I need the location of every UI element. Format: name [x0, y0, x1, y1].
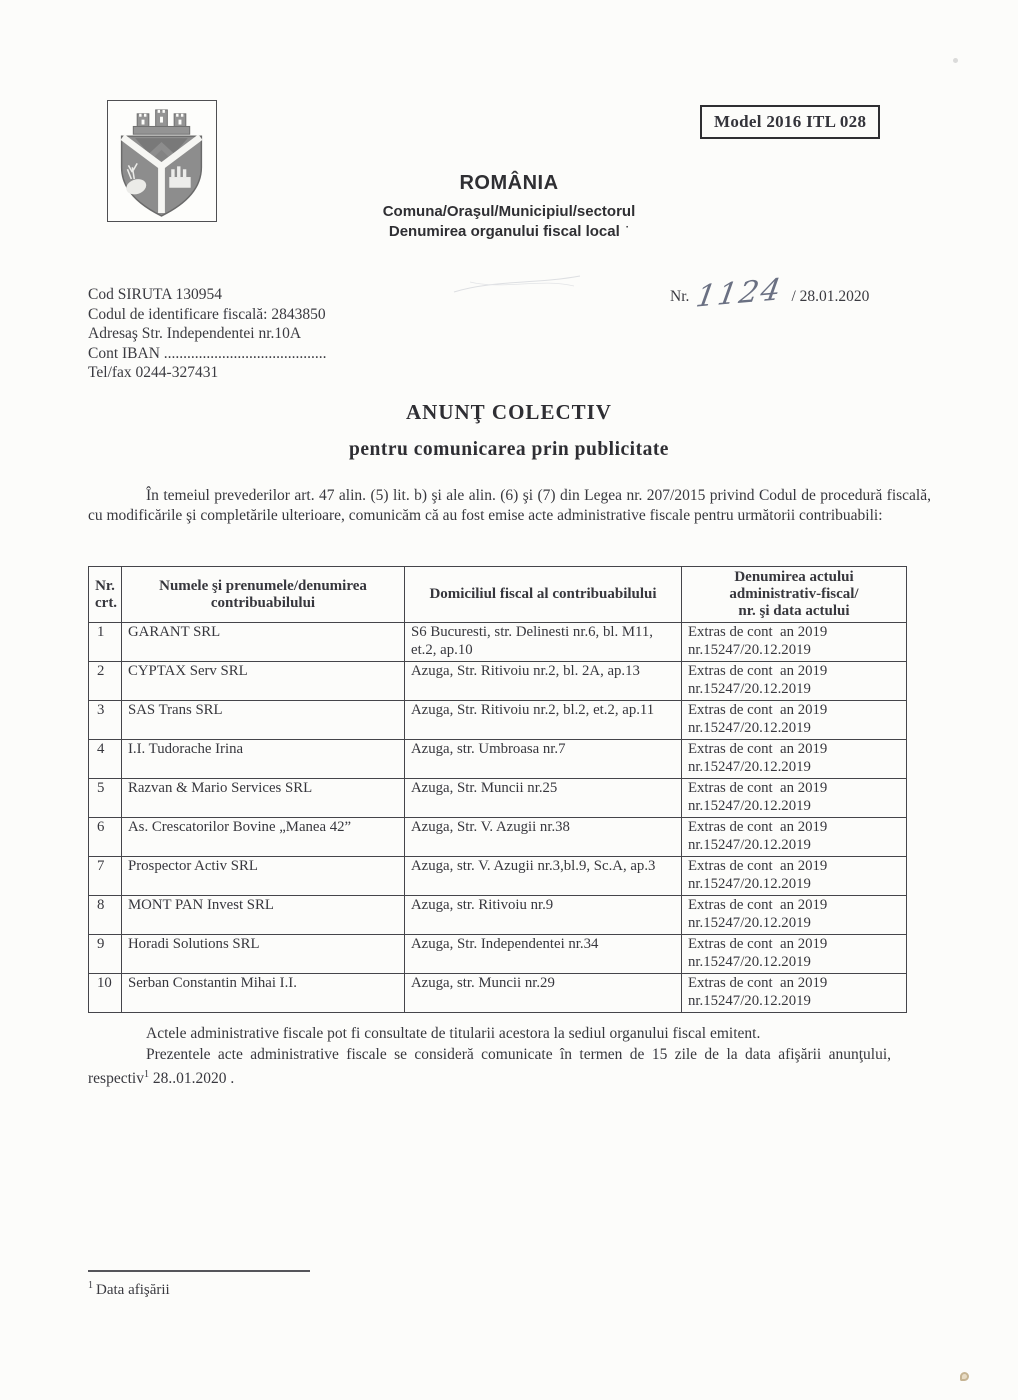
intro-paragraph: În temeiul prevederilor art. 47 alin. (5) lit. b) şi ale alin. (6) şi (7) din Legea nr. 207/2015 privind Codul de procedură fiscală, cu modificările şi completările ulterioare, comunicăm că au fost emise acte administrative fiscale pentru următorii contribuabili:	[88, 487, 931, 524]
header-act-line1: Denumirea actului	[734, 569, 854, 585]
cell-nr: 3	[89, 701, 122, 740]
fiscal-organ-line	[0, 222, 1018, 240]
contributors-table	[88, 566, 907, 1013]
footnote-number: 1	[88, 1280, 93, 1291]
table-row	[89, 779, 907, 818]
cell-nr: 9	[89, 935, 122, 974]
registration-line	[670, 272, 870, 315]
cell-name: As. Crescatorilor Bovine „Manea 42”	[122, 818, 405, 857]
cell-nr: 8	[89, 896, 122, 935]
closing-line-3: respectiv$^1$ 28..01.2020 .	[88, 1069, 235, 1088]
cell-act: Extras de cont an 2019 nr.15247/20.12.2019	[682, 779, 907, 818]
cell-nr: 4	[89, 740, 122, 779]
cell-name: SAS Trans SRL	[122, 701, 405, 740]
cell-act: Extras de cont an 2019 nr.15247/20.12.2019	[682, 857, 907, 896]
cell-address: Azuga, Str. V. Azugii nr.38	[405, 818, 682, 857]
cell-nr: 5	[89, 779, 122, 818]
cell-act: Extras de cont an 2019 nr.15247/20.12.2019	[682, 935, 907, 974]
fiscal-organ-note-mark: ·	[625, 222, 630, 233]
header-act	[682, 567, 907, 623]
administrative-unit-line: Comuna/Oraşul/Municipiul/sectorul	[382, 203, 636, 220]
cell-nr: 1	[89, 623, 122, 662]
cell-name: Razvan & Mario Services SRL	[122, 779, 405, 818]
cell-address: Azuga, Str. Muncii nr.25	[405, 779, 682, 818]
scan-speck	[953, 58, 958, 63]
cell-name: CYPTAX Serv SRL	[122, 662, 405, 701]
header-act-line2: administrativ-fiscal/	[729, 586, 859, 602]
header-domicile: Domiciliul fiscal al contribuabilului	[405, 567, 682, 623]
table-row	[89, 818, 907, 857]
cell-address: Azuga, str. Umbroasa nr.7	[405, 740, 682, 779]
cell-name: Serban Constantin Mihai I.I.	[122, 974, 405, 1013]
cell-nr: 10	[89, 974, 122, 1013]
header-nr-crt	[89, 567, 122, 623]
model-code-label: Model 2016 ITL 028	[714, 112, 867, 131]
cell-address: Azuga, str. Ritivoiu nr.9	[405, 896, 682, 935]
scan-speck	[960, 1372, 969, 1381]
cell-act: Extras de cont an 2019 nr.15247/20.12.2019	[682, 662, 907, 701]
header-nr-line1: Nr.	[95, 577, 115, 594]
cell-name: MONT PAN Invest SRL	[122, 896, 405, 935]
table-row	[89, 935, 907, 974]
cell-address: Azuga, Str. Ritivoiu nr.2, bl.2, et.2, ap.11	[405, 701, 682, 740]
footnote	[88, 1280, 170, 1299]
fiscal-organ-label: Denumirea organului fiscal local	[388, 223, 620, 240]
footnote-label: Data afişării	[96, 1282, 170, 1298]
cell-address: Azuga, Str. Independentei nr.34	[405, 935, 682, 974]
registration-number-label: Nr.	[670, 288, 690, 305]
cell-act: Extras de cont an 2019 nr.15247/20.12.2019	[682, 818, 907, 857]
issuer-iban-line: Cont IBAN ..........................................	[88, 344, 327, 362]
cell-nr: 7	[89, 857, 122, 896]
cell-act: Extras de cont an 2019 nr.15247/20.12.2019	[682, 623, 907, 662]
cell-name: Prospector Activ SRL	[122, 857, 405, 896]
registration-date: / 28.01.2020	[791, 288, 870, 305]
table-row	[89, 623, 907, 662]
cell-nr: 2	[89, 662, 122, 701]
issuer-address-line: Adresaş Str. Independentei nr.10A	[88, 325, 302, 342]
footnote-reference: 1	[143, 1069, 149, 1080]
cell-address: S6 Bucuresti, str. Delinesti nr.6, bl. M11, et.2, ap.10	[405, 623, 682, 662]
cell-name: Horadi Solutions SRL	[122, 935, 405, 974]
model-code-box	[700, 105, 880, 139]
cell-address: Azuga, Str. Ritivoiu nr.2, bl. 2A, ap.13	[405, 662, 682, 701]
cell-act: Extras de cont an 2019 nr.15247/20.12.2019	[682, 740, 907, 779]
issuer-info-block	[88, 285, 327, 383]
table-row	[89, 701, 907, 740]
table-row	[89, 740, 907, 779]
header-name: Numele şi prenumele/denumirea contribuabilului	[122, 567, 405, 623]
pen-scratch-artifact	[452, 270, 582, 307]
cell-nr: 6	[89, 818, 122, 857]
cell-act: Extras de cont an 2019 nr.15247/20.12.2019	[682, 701, 907, 740]
country-title: ROMÂNIA	[459, 172, 559, 194]
cell-address: Azuga, str. V. Azugii nr.3,bl.9, Sc.A, ap.3	[405, 857, 682, 896]
cell-name: I.I. Tudorache Irina	[122, 740, 405, 779]
closing-line-2: Prezentele acte administrative fiscale se consideră comunicate în termen de 15 zile de la data afişării anunţului,	[146, 1045, 892, 1063]
table-row	[89, 896, 907, 935]
closing-paragraphs	[88, 1024, 933, 1090]
table-row	[89, 662, 907, 701]
cell-act: Extras de cont an 2019 nr.15247/20.12.2019	[682, 974, 907, 1013]
table-body	[89, 623, 907, 1013]
issuer-telfax-line: Tel/fax 0244-327431	[88, 364, 219, 381]
table-header	[89, 567, 907, 623]
closing-line-1: Actele administrative fiscale pot fi consultate de titularii acestora la sediul organului fiscal emitent.	[146, 1025, 761, 1042]
footnote-divider	[88, 1270, 310, 1272]
table-row	[89, 857, 907, 896]
issuer-cif-line: Codul de identificare fiscală: 2843850	[88, 305, 326, 323]
header-act-line3: nr. şi data actului	[738, 603, 850, 619]
header-nr-line2: crt.	[95, 594, 118, 611]
handwritten-registration-number: 1124	[693, 272, 786, 315]
document-title: ANUNŢ COLECTIV	[406, 400, 612, 424]
cell-address: Azuga, str. Muncii nr.29	[405, 974, 682, 1013]
cell-act: Extras de cont an 2019 nr.15247/20.12.2019	[682, 896, 907, 935]
cell-name: GARANT SRL	[122, 623, 405, 662]
issuer-siruta-line: Cod SIRUTA 130954	[88, 286, 222, 303]
document-subtitle: pentru comunicarea prin publicitate	[349, 439, 669, 460]
table-header-row	[89, 567, 907, 623]
table-row	[89, 974, 907, 1013]
